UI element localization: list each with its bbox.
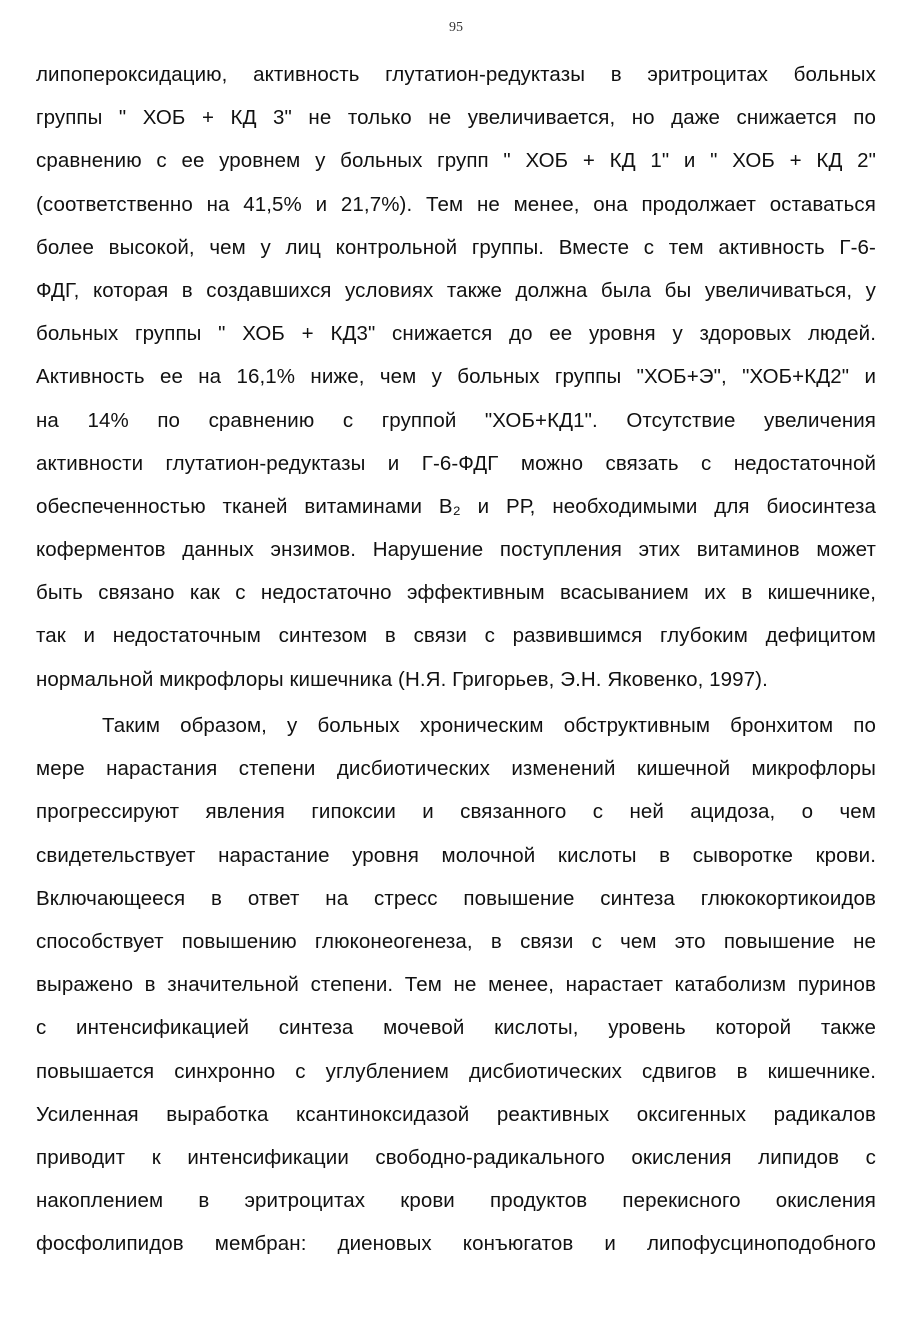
text-line: активности глутатион-редуктазы и Г-6-ФДГ можно связать с недостаточной xyxy=(36,451,876,475)
text-line: так и недостаточным синтезом в связи с развившимся глубоким дефицитом xyxy=(36,624,876,648)
text-line: коферментов данных энзимов. Нарушение поступления этих витаминов может xyxy=(36,538,876,562)
text-line: группы " ХОБ + КД 3" не только не увеличивается, но даже снижается по xyxy=(36,106,876,130)
text-line: сравнению с ее уровнем у больных групп " ХОБ + КД 1" и " ХОБ + КД 2" xyxy=(36,149,876,173)
text-line: свидетельствует нарастание уровня молочной кислоты в сыворотке крови. xyxy=(36,843,876,867)
text-line: больных группы " ХОБ + КД3" снижается до ее уровня у здоровых людей. xyxy=(36,322,876,346)
text-line: быть связано как с недостаточно эффективным всасыванием их в кишечнике, xyxy=(36,581,876,605)
text-line: Усиленная выработка ксантиноксидазой реактивных оксигенных радикалов xyxy=(36,1102,876,1126)
text-line: более высокой, чем у лиц контрольной группы. Вместе с тем активность Г-6- xyxy=(36,235,876,259)
text-line: липопероксидацию, активность глутатион-редуктазы в эритроцитах больных xyxy=(36,63,876,86)
text-line: приводит к интенсификации свободно-радикального окисления липидов с xyxy=(36,1145,876,1169)
text-line: накоплением в эритроцитах крови продуктов перекисного окисления xyxy=(36,1189,876,1213)
text-line: на 14% по сравнению с группой "ХОБ+КД1". Отсутствие увеличения xyxy=(36,408,876,432)
paragraph-conclusion xyxy=(36,704,876,1265)
text-line: (соответственно на 41,5% и 21,7%). Тем не менее, она продолжает оставаться xyxy=(36,192,876,216)
text-line: прогрессируют явления гипоксии и связанного с ней ацидоза, о чем xyxy=(36,800,876,824)
text-line: фосфолипидов мембран: диеновых конъюгатов и липофусциноподобного xyxy=(36,1232,876,1256)
text-line: способствует повышению глюконеогенеза, в связи с чем это повышение не xyxy=(36,929,876,953)
text-line: мере нарастания степени дисбиотических изменений кишечной микрофлоры xyxy=(36,757,876,781)
text-line: Включающееся в ответ на стресс повышение синтеза глюкокортикоидов xyxy=(36,886,876,910)
text-line: выражено в значительной степени. Тем не менее, нарастает катаболизм пуринов xyxy=(36,973,876,997)
text-line: ФДГ, которая в создавшихся условиях также должна была бы увеличиваться, у xyxy=(36,278,876,302)
paragraph-continuation xyxy=(36,53,876,701)
text-line: Активность ее на 16,1% ниже, чем у больных группы "ХОБ+Э", "ХОБ+КД2" и xyxy=(36,365,876,389)
text-line: Таким образом, у больных хроническим обструктивным бронхитом по xyxy=(102,714,876,737)
page-number: 95 xyxy=(449,20,463,35)
text-line: с интенсификацией синтеза мочевой кислоты, уровень которой также xyxy=(36,1016,876,1040)
text-line: повышается синхронно с углублением дисбиотических сдвигов в кишечнике. xyxy=(36,1059,876,1083)
text-line: нормальной микрофлоры кишечника (Н.Я. Григорьев, Э.Н. Яковенко, 1997). xyxy=(36,667,768,691)
text-line: обеспеченностью тканей витаминами В₂ и РР, необходимыми для биосинтеза xyxy=(36,494,876,518)
